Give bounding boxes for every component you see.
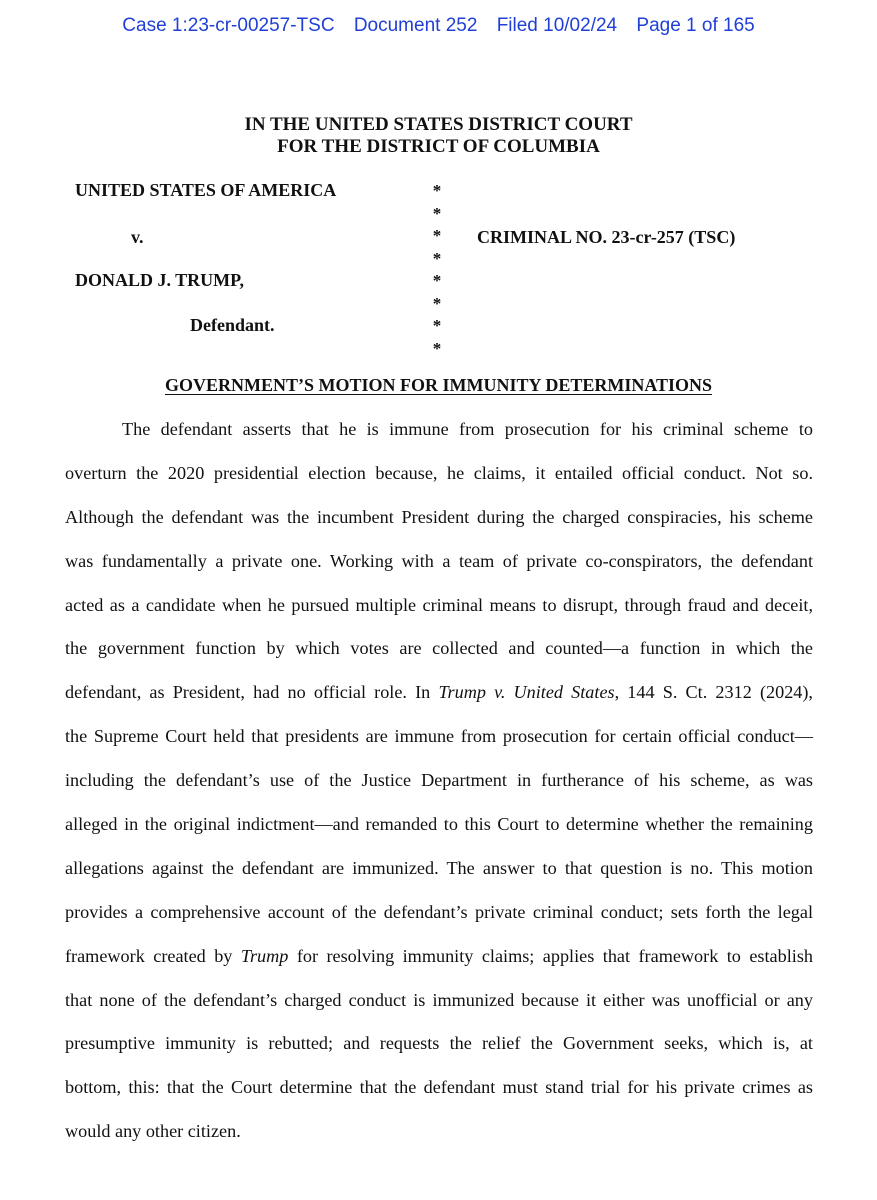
ecf-page-count: Page 1 of 165 xyxy=(636,15,755,36)
caption-star: * xyxy=(432,316,442,335)
court-name: IN THE UNITED STATES DISTRICT COURT xyxy=(244,114,633,135)
caption-defendant-role: Defendant. xyxy=(190,315,275,335)
court-district: FOR THE DISTRICT OF COLUMBIA xyxy=(277,136,600,157)
caption-star: * xyxy=(432,293,442,313)
caption-versus: v. xyxy=(131,227,144,247)
paragraph-line: the Supreme Court held that presidents are immune from prosecution for certain official conduct— xyxy=(65,726,813,747)
ecf-header xyxy=(0,15,877,37)
caption-defendant-name: DONALD J. TRUMP, xyxy=(75,270,245,290)
paragraph-line: alleged in the original indictment—and remanded to this Court to determine whether the remaining xyxy=(65,814,813,835)
caption-star: * xyxy=(432,181,442,200)
paragraph-line: the government function by which votes are collected and counted—a function in which the xyxy=(65,638,813,659)
paragraph-line: presumptive immunity is rebutted; and requests the relief the Government seeks, which is, at xyxy=(65,1033,813,1054)
caption-star: * xyxy=(432,271,442,290)
paragraph-line: allegations against the defendant are immunized. The answer to that question is no. This motion xyxy=(65,857,813,878)
ecf-filed-date: Filed 10/02/24 xyxy=(496,15,618,36)
paragraph-line: would any other citizen. xyxy=(65,1121,241,1142)
paragraph-line xyxy=(65,935,813,979)
court-heading xyxy=(0,114,877,158)
case-citation: Trump v. United States xyxy=(438,682,615,703)
paragraph-line: Although the defendant was the incumbent President during the charged conspiracies, his scheme xyxy=(65,506,813,527)
caption-star: * xyxy=(432,248,442,268)
ecf-document-number: Document 252 xyxy=(353,15,478,36)
paragraph-text: for resolving immunity claims; applies that framework to establish xyxy=(288,945,813,966)
paragraph-line xyxy=(65,671,813,715)
paragraph-line: provides a comprehensive account of the defendant’s private criminal conduct; sets forth the legal xyxy=(65,901,813,922)
paragraph-line: that none of the defendant’s charged conduct is immunized because it either was unofficial or any xyxy=(65,989,813,1010)
motion-title: GOVERNMENT’S MOTION FOR IMMUNITY DETERMINATIONS xyxy=(164,375,713,395)
paragraph-line: including the defendant’s use of the Justice Department in furtherance of his scheme, as was xyxy=(65,770,813,791)
caption-star: * xyxy=(432,338,442,358)
paragraph-text: framework created by xyxy=(65,945,241,966)
paragraph-line: was fundamentally a private one. Working with a team of private co-conspirators, the defendant xyxy=(65,550,813,571)
paragraph-text: , 144 S. Ct. 2312 (2024), xyxy=(614,682,813,703)
caption-star-column xyxy=(429,180,445,360)
case-citation: Trump xyxy=(240,945,289,966)
paragraph-line: The defendant asserts that he is immune from prosecution for his criminal scheme to xyxy=(122,419,813,439)
paragraph-line: overturn the 2020 presidential election because, he claims, it entailed official conduct. Not so. xyxy=(65,462,813,483)
paragraph-line: bottom, this: that the Court determine that the defendant must stand trial for his private crimes as xyxy=(65,1077,813,1098)
caption-star: * xyxy=(432,203,442,223)
ecf-case-number: Case 1:23-cr-00257-TSC xyxy=(122,15,335,36)
paragraph-line: acted as a candidate when he pursued multiple criminal means to disrupt, through fraud and deceit, xyxy=(65,594,813,615)
motion-body-paragraph xyxy=(65,408,813,1154)
caption-plaintiff: UNITED STATES OF AMERICA xyxy=(75,180,337,200)
caption-star: * xyxy=(432,226,442,245)
paragraph-text: defendant, as President, had no official role. In xyxy=(65,682,439,703)
criminal-case-number: CRIMINAL NO. 23-cr-257 (TSC) xyxy=(477,227,736,247)
